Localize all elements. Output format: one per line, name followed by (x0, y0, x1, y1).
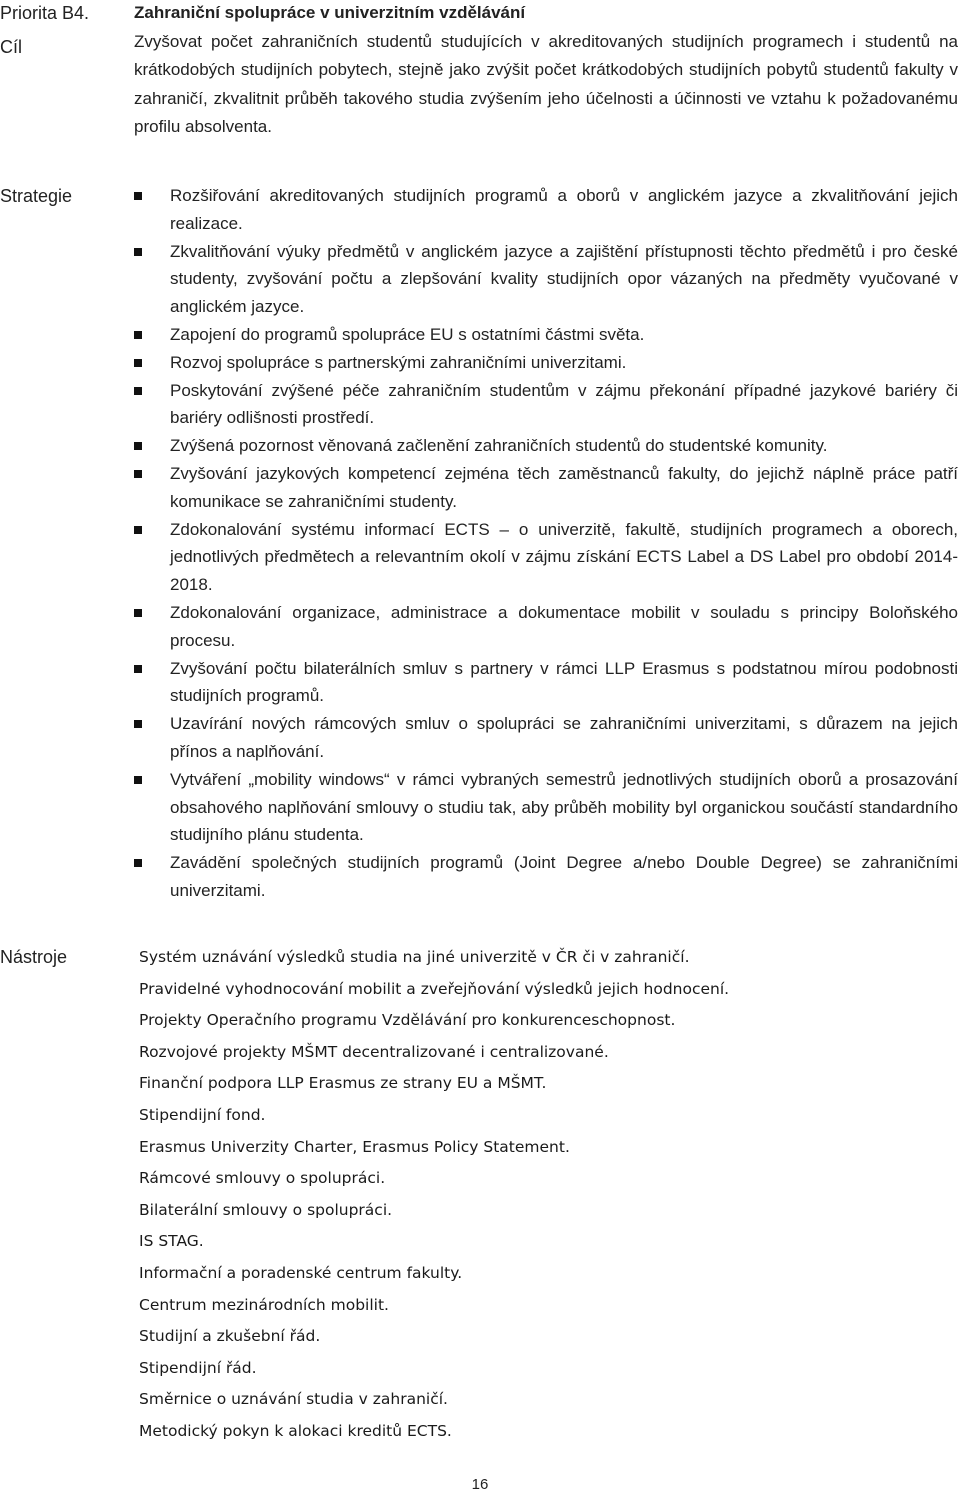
strategy-item: Poskytování zvýšené péče zahraničním studentům v zájmu překonání případné jazykové bariéry či bariéry odlišnosti prostředí. (134, 377, 958, 433)
tool-item: Metodický pokyn k alokaci kreditů ECTS. (139, 1421, 452, 1440)
square-bullet-icon (134, 470, 142, 478)
tools-label: Nástroje (0, 947, 68, 967)
tool-item: Informační a poradenské centrum fakulty. (139, 1263, 463, 1282)
tool-item: Stipendijní fond. (139, 1105, 266, 1124)
square-bullet-icon (134, 526, 142, 534)
tool-item: Rozvojové projekty MŠMT decentralizované i centralizované. (139, 1042, 609, 1061)
goal-label: Cíl (0, 37, 22, 57)
tools-list (139, 942, 729, 1448)
tool-item: IS STAG. (139, 1232, 204, 1251)
strategy-item: Uzavírání nových rámcových smluv o spolupráci se zahraničními univerzitami, s důrazem na jejich přínos a naplňování. (134, 710, 958, 766)
square-bullet-icon (134, 859, 142, 867)
strategy-item: Zvyšování jazykových kompetencí zejména těch zaměstnanců fakulty, do jejichž náplně práce patří komunikace se zahraničními studenty. (134, 460, 958, 516)
square-bullet-icon (134, 609, 142, 617)
strategy-item: Zvyšování počtu bilaterálních smluv s partnery v rámci LLP Erasmus s podstatnou mírou podobnosti studijních programů. (134, 655, 958, 711)
square-bullet-icon (134, 359, 142, 367)
strategy-item: Rozšiřování akreditovaných studijních programů a oborů v anglickém jazyce a zkvalitňování jejich realizace. (134, 182, 958, 238)
tool-item: Pravidelné vyhodnocování mobilit a zveřejňování výsledků jejich hodnocení. (139, 979, 730, 998)
square-bullet-icon (134, 248, 142, 256)
strategy-item: Zapojení do programů spolupráce EU s ostatními částmi světa. (134, 321, 958, 349)
priority-heading: Zahraniční spolupráce v univerzitním vzdělávání (134, 3, 526, 22)
page-number: 16 (471, 1476, 489, 1493)
tool-item: Studijní a zkušební řád. (139, 1327, 321, 1346)
tool-item: Finanční podpora LLP Erasmus ze strany EU a MŠMT. (139, 1074, 547, 1093)
strategy-item: Zvýšená pozornost věnovaná začlenění zahraničních studentů do studentské komunity. (134, 432, 958, 460)
square-bullet-icon (134, 665, 142, 673)
priority-label: Priorita B4. (0, 3, 90, 23)
strategy-item: Vytváření „mobility windows“ v rámci vybraných semestrů jednotlivých studijních oborů a prosazování obsahového naplňování smlouvy o studiu tak, aby průběh mobility byl organickou součástí standardního studijního plánu studenta. (134, 766, 958, 849)
strategy-item: Zdokonalování organizace, administrace a dokumentace mobilit v souladu s principy Boloňského procesu. (134, 599, 958, 655)
tool-item: Směrnice o uznávání studia v zahraničí. (139, 1390, 448, 1409)
goal-text: Zvyšovat počet zahraničních studentů studujících v akreditovaných studijních programech i studentů na krátkodobých studijních pobytech, stejně jako zvýšit počet krátkodobých studijních pobytů studentů fakulty v zahraničí, zkvalitnit průběh takového studia zvýšením jeho účelnosti a účinnosti ve vztahu k požadovanému profilu absolventa. (134, 32, 958, 136)
square-bullet-icon (134, 442, 142, 450)
tool-item: Erasmus Univerzity Charter, Erasmus Policy Statement. (139, 1137, 570, 1156)
strategy-label: Strategie (0, 186, 73, 206)
strategy-list (134, 182, 958, 905)
square-bullet-icon (134, 776, 142, 784)
tool-item: Bilaterální smlouvy o spolupráci. (139, 1200, 393, 1219)
strategy-item: Rozvoj spolupráce s partnerskými zahraničními univerzitami. (134, 349, 958, 377)
strategy-item: Zkvalitňování výuky předmětů v anglickém jazyce a zajištění přístupnosti těchto předmětů i pro české studenty, zvyšování počtu a zlepšování kvality studijních opor vázaných na předměty vyučované v anglickém jazyce. (134, 238, 958, 321)
tool-item: Projekty Operačního programu Vzdělávání pro konkurenceschopnost. (139, 1011, 676, 1030)
tool-item: Stipendijní řád. (139, 1358, 257, 1377)
tool-item: Systém uznávání výsledků studia na jiné univerzitě v ČR či v zahraničí. (139, 948, 690, 966)
strategy-item: Zavádění společných studijních programů (Joint Degree a/nebo Double Degree) se zahraničními univerzitami. (134, 849, 958, 905)
square-bullet-icon (134, 192, 142, 200)
tool-item: Centrum mezinárodních mobilit. (139, 1295, 389, 1314)
tool-item: Rámcové smlouvy o spolupráci. (139, 1169, 386, 1188)
square-bullet-icon (134, 387, 142, 395)
square-bullet-icon (134, 331, 142, 339)
strategy-item: Zdokonalování systému informací ECTS – o univerzitě, fakultě, studijních programech a oborech, jednotlivých předmětech a relevantním okolí v zájmu získání ECTS Label a DS Label pro období 2014-2018. (134, 516, 958, 599)
square-bullet-icon (134, 720, 142, 728)
